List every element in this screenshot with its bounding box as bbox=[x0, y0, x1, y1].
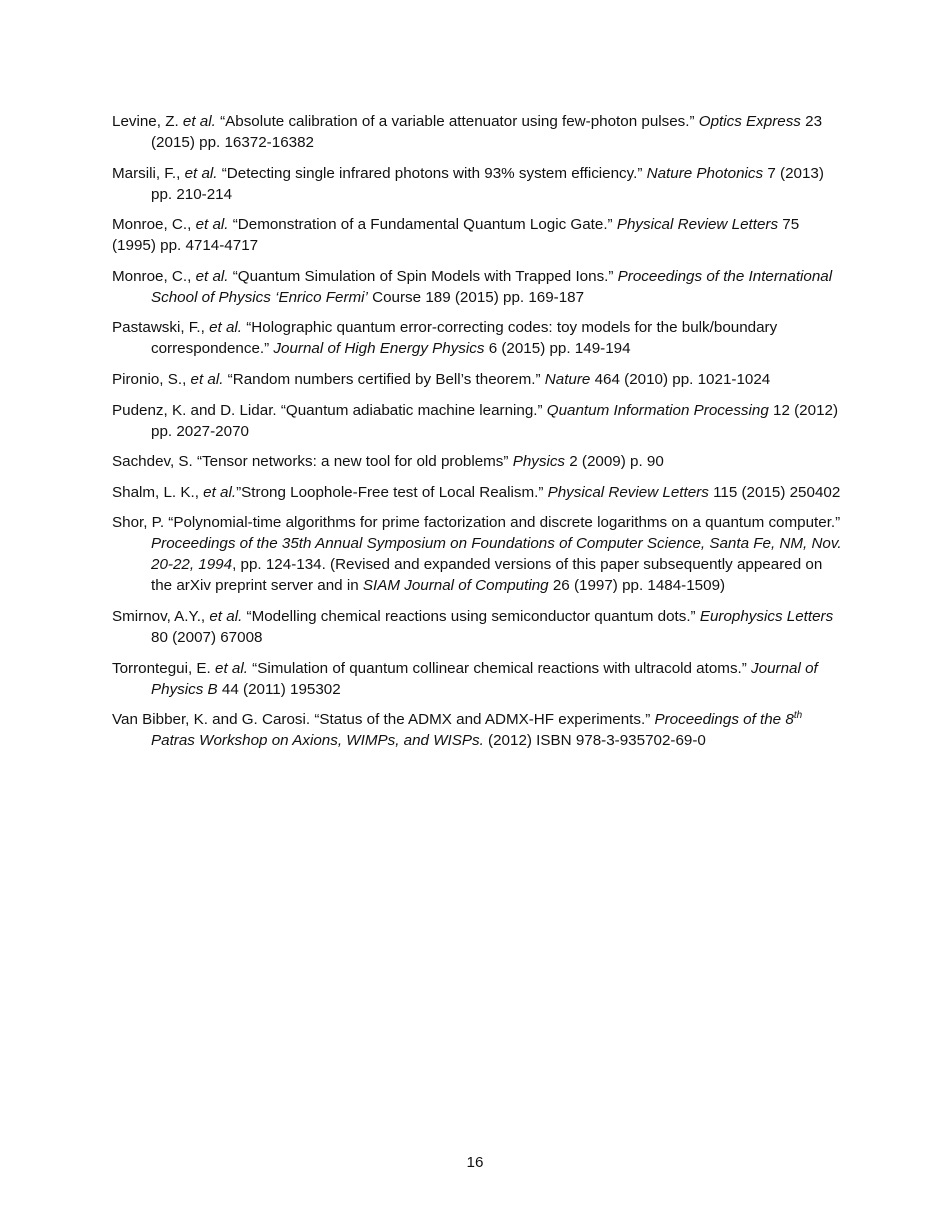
reference-italic-text: Nature Photonics bbox=[646, 164, 764, 182]
reference-text: “Random numbers certified by Bell’s theorem.” bbox=[223, 370, 545, 388]
reference-italic-text: Nature bbox=[544, 370, 591, 388]
reference-italic-text: Physics bbox=[512, 453, 566, 471]
reference-text: 12 (2012) pp. 2027-2070 bbox=[151, 401, 839, 440]
reference-text: “Detecting single infrared photons with 93% system efficiency.” bbox=[217, 164, 647, 182]
reference-italic-text: et al. bbox=[215, 659, 248, 677]
reference-italic-text: et al. bbox=[184, 164, 218, 182]
reference-italic-text: Physical Review Letters bbox=[616, 216, 779, 234]
reference-text: “Demonstration of a Fundamental Quantum Logic Gate.” bbox=[228, 216, 617, 234]
reference-entry bbox=[112, 606, 842, 648]
reference-text: 23 (2015) pp. 16372-16382 bbox=[151, 113, 823, 151]
reference-italic-text: et al. bbox=[203, 483, 237, 501]
reference-text: Pudenz, K. and D. Lidar. “Quantum adiabatic machine learning.” bbox=[112, 401, 547, 419]
reference-text: 2 (2009) p. 90 bbox=[565, 453, 664, 471]
reference-text: Course 189 (2015) pp. 169-187 bbox=[367, 288, 585, 306]
reference-entry bbox=[112, 214, 842, 256]
reference-entry bbox=[112, 317, 842, 359]
reference-text: Monroe, C., bbox=[112, 267, 196, 285]
reference-entry bbox=[112, 163, 842, 205]
reference-text: “Modelling chemical reactions using semiconductor quantum dots.” bbox=[242, 607, 700, 625]
reference-entry bbox=[112, 482, 842, 503]
reference-text: , pp. 124-134. (Revised and expanded versions of this paper subsequently appeared on the arXiv preprint server and in bbox=[151, 556, 823, 595]
reference-text: Van Bibber, K. and G. Carosi. “Status of the ADMX and ADMX-HF experiments.” bbox=[112, 711, 655, 729]
reference-italic-text: Optics Express bbox=[698, 113, 801, 130]
reference-text: “Absolute calibration of a variable attenuator using few-photon pulses.” bbox=[215, 113, 699, 130]
reference-entry bbox=[112, 111, 842, 153]
reference-text: Pastawski, F., bbox=[112, 319, 210, 337]
reference-entry bbox=[112, 658, 842, 700]
reference-italic-text: th bbox=[793, 710, 803, 722]
reference-text: 7 (2013) pp. 210-214 bbox=[151, 164, 824, 203]
reference-text: Torrontegui, E. bbox=[112, 659, 215, 677]
reference-text: “Simulation of quantum collinear chemical reactions with ultracold atoms.” bbox=[247, 659, 752, 677]
reference-text: Levine, Z. bbox=[112, 113, 183, 130]
page-number: 16 bbox=[466, 1154, 484, 1171]
reference-entry bbox=[112, 369, 842, 390]
reference-italic-text: Proceedings of the 8 bbox=[654, 711, 794, 729]
reference-text: Marsili, F., bbox=[112, 164, 185, 182]
reference-italic-text: Europhysics Letters bbox=[699, 607, 834, 625]
reference-text: Monroe, C., bbox=[112, 216, 196, 234]
reference-text: 115 (2015) 250402 bbox=[708, 483, 841, 501]
reference-text: 26 (1997) pp. 1484-1509) bbox=[548, 577, 726, 595]
reference-text: Shor, P. “Polynomial-time algorithms for prime factorization and discrete logarithms on a quantum computer.” bbox=[112, 514, 841, 532]
reference-italic-text: Quantum Information Processing bbox=[546, 401, 769, 419]
superscript-text bbox=[794, 710, 802, 721]
reference-text: 464 (2010) pp. 1021-1024 bbox=[590, 370, 771, 388]
reference-text: 80 (2007) 67008 bbox=[151, 628, 263, 646]
reference-text: Shalm, L. K., bbox=[112, 483, 204, 501]
reference-italic-text: et al. bbox=[182, 113, 216, 130]
reference-list bbox=[112, 111, 842, 761]
reference-italic-text: Patras Workshop on Axions, WIMPs, and WISPs. bbox=[151, 732, 484, 750]
reference-italic-text: et al. bbox=[209, 319, 242, 337]
reference-text: Sachdev, S. “Tensor networks: a new tool for old problems” bbox=[112, 453, 513, 471]
reference-italic-text: et al. bbox=[195, 216, 229, 234]
reference-italic-text: SIAM Journal of Computing bbox=[362, 577, 549, 595]
reference-entry bbox=[112, 709, 842, 751]
reference-italic-text: Proceedings of the International School of Physics ‘Enrico Fermi’ bbox=[151, 267, 833, 306]
reference-italic-text: Proceedings of the 35th Annual Symposium on Foundations of Computer Science, Santa Fe, NM, Nov. 20-22, 1994 bbox=[151, 535, 842, 574]
reference-italic-text: et al. bbox=[209, 607, 243, 625]
reference-text: ”Strong Loophole-Free test of Local Realism.” bbox=[236, 483, 548, 501]
reference-italic-text: et al. bbox=[195, 267, 229, 285]
reference-text: 75 (1995) pp. 4714-4717 bbox=[112, 216, 800, 255]
reference-text: Smirnov, A.Y., bbox=[112, 607, 210, 625]
reference-entry bbox=[112, 451, 842, 472]
reference-italic-text: Journal of High Energy Physics bbox=[273, 340, 485, 358]
reference-text: “Holographic quantum error-correcting codes: toy models for the bulk/boundary correspondence.” bbox=[151, 319, 778, 358]
reference-text: (2012) ISBN 978-3-935702-69-0 bbox=[483, 732, 706, 750]
reference-entry bbox=[112, 400, 842, 442]
reference-text: “Quantum Simulation of Spin Models with Trapped Ions.” bbox=[228, 267, 618, 285]
reference-text: Pironio, S., bbox=[112, 370, 191, 388]
reference-text: 44 (2011) 195302 bbox=[217, 680, 341, 698]
reference-entry bbox=[112, 512, 842, 596]
reference-italic-text: et al. bbox=[190, 370, 224, 388]
reference-entry bbox=[112, 266, 842, 308]
reference-italic-text: Physical Review Letters bbox=[547, 483, 709, 501]
reference-italic-text: Journal of Physics B bbox=[151, 659, 818, 698]
reference-text: 6 (2015) pp. 149-194 bbox=[484, 340, 631, 358]
